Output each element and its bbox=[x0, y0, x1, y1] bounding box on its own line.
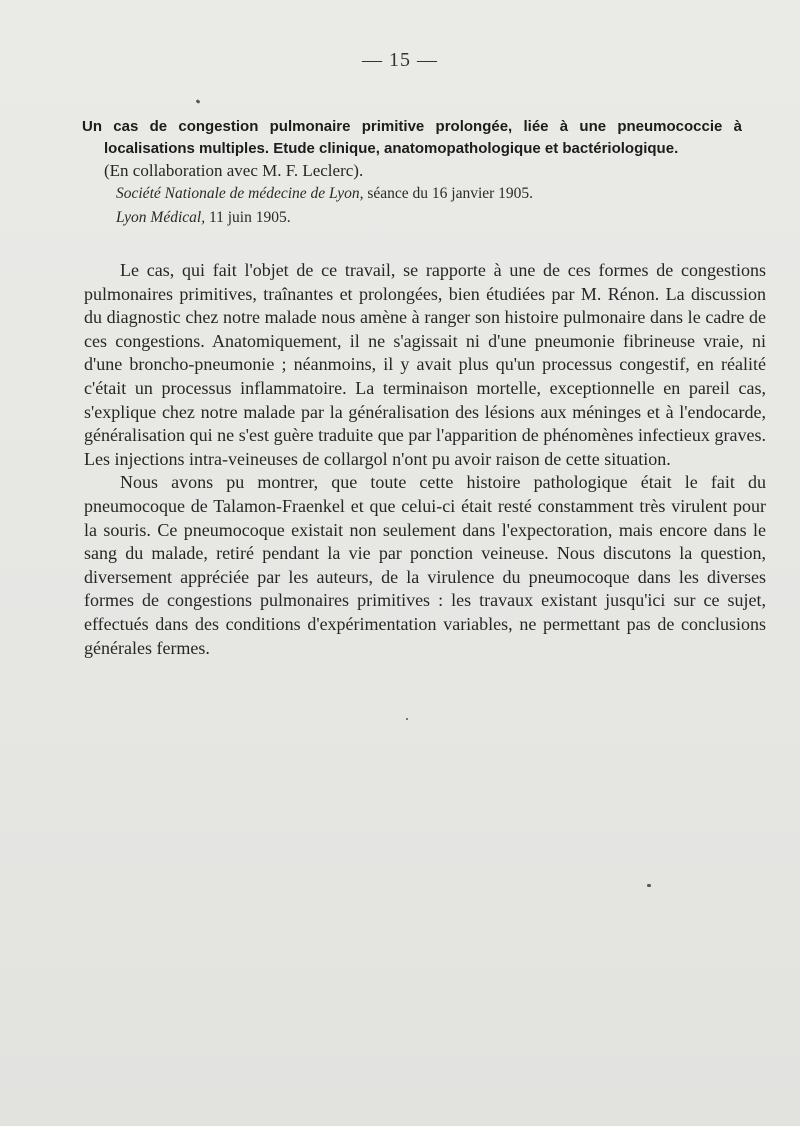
print-speck bbox=[406, 718, 408, 720]
paragraph-1: Le cas, qui fait l'objet de ce travail, se rapporte à une de ces formes de congestions pulmonaires primitives, traînantes et prolongées, bien étudiées par M. Rénon. La discussion du diagnostic chez notre malade nous amène à ranger son histoire pulmonaire dans le cadre de ces congestions. Anatomiquement, il ne s'agissait ni d'une pneumonie fibrineuse vraie, ni d'une broncho-pneumonie ; néanmoins, il y avait plus qu'un processus congestif, en réalité c'était un processus inflammatoire. La terminaison mortelle, exceptionnelle en pareil cas, s'explique chez notre malade par la généralisation des lésions aux méninges et à l'endocarde, généralisation qui ne s'est guère traduite que par l'apparition de phénomènes infectieux graves. Les injections intra-veineuses de collargol n'ont pu avoir raison de cette situation. bbox=[84, 260, 766, 469]
collaboration-note: (En collaboration avec M. F. Leclerc). bbox=[104, 161, 364, 180]
page-number: — 15 — bbox=[362, 49, 438, 71]
entry-header bbox=[82, 116, 742, 230]
paragraph-2: Nous avons pu montrer, que toute cette histoire pathologique était le fait du pneumocoque de Talamon-Fraenkel et que celui-ci était resté constamment très virulent pour la souris. Ce pneumocoque existait non seulement dans l'expectoration, mais encore dans le sang du malade, retiré pendant la vie par ponction veineuse. Nous discutons la question, diversement appréciée par les auteurs, de la virulence du pneumocoque dans les diverses formes de congestions pulmonaires primitives : les travaux existant jusqu'ici sur ce sujet, effectués dans des conditions d'expérimentation variables, ne permettant pas de conclusions générales fermes. bbox=[84, 472, 766, 658]
print-speck bbox=[196, 99, 201, 104]
reference-journal-date: 11 juin 1905. bbox=[205, 209, 291, 226]
body-text bbox=[84, 259, 766, 660]
reference-society bbox=[82, 182, 742, 206]
reference-journal-source: Lyon Médical, bbox=[116, 209, 206, 226]
entry-title: Un cas de congestion pulmonaire primitive prolongée, liée à une pneumococcie à localisations multiples. Etude clinique, anatomopathologique et bactériologique. bbox=[82, 118, 742, 157]
reference-society-source: Société Nationale de médecine de Lyon, bbox=[116, 185, 364, 202]
print-speck bbox=[647, 884, 651, 887]
reference-society-date: séance du 16 janvier 1905. bbox=[363, 185, 534, 202]
reference-journal bbox=[82, 206, 742, 230]
